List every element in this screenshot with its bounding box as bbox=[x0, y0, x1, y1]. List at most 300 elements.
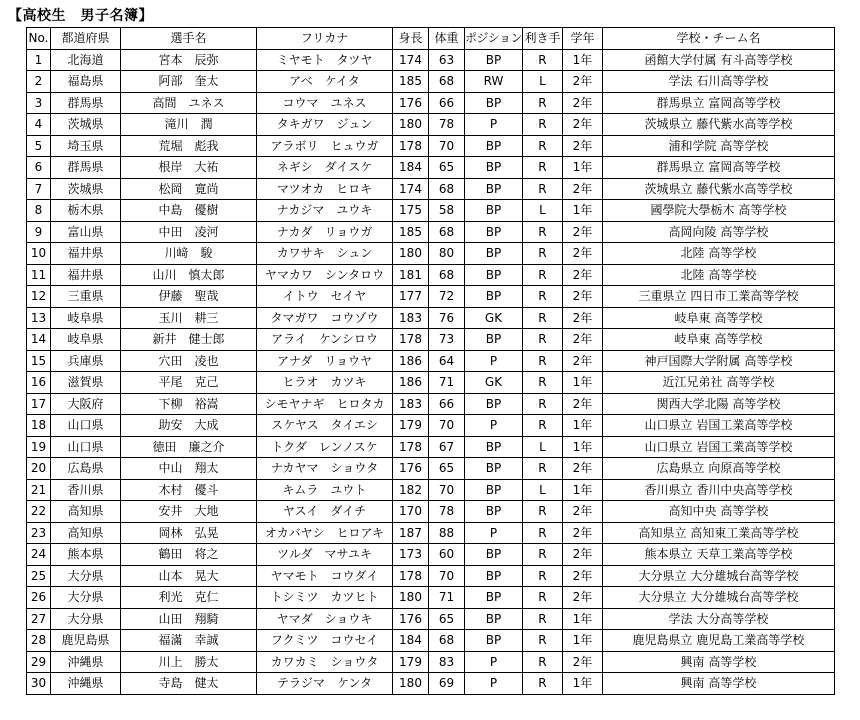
cell-prefecture: 福井県 bbox=[51, 243, 121, 265]
cell-position: BP bbox=[465, 135, 523, 157]
cell-no: 21 bbox=[27, 479, 51, 501]
table-row bbox=[27, 608, 835, 630]
cell-grade: 1年 bbox=[562, 415, 602, 437]
cell-prefecture: 兵庫県 bbox=[51, 350, 121, 372]
cell-height: 180 bbox=[393, 243, 429, 265]
cell-weight: 63 bbox=[429, 49, 465, 71]
table-row bbox=[27, 630, 835, 652]
cell-height: 179 bbox=[393, 651, 429, 673]
cell-prefecture: 山口県 bbox=[51, 415, 121, 437]
cell-weight: 60 bbox=[429, 544, 465, 566]
cell-player-name: 岡林 弘晃 bbox=[121, 522, 257, 544]
cell-grade: 2年 bbox=[562, 329, 602, 351]
cell-player-name: 新井 健士郎 bbox=[121, 329, 257, 351]
cell-furigana: ヤスイ ダイチ bbox=[257, 501, 393, 523]
cell-height: 185 bbox=[393, 71, 429, 93]
cell-no: 24 bbox=[27, 544, 51, 566]
cell-height: 180 bbox=[393, 587, 429, 609]
cell-player-name: 鶴田 将之 bbox=[121, 544, 257, 566]
cell-position: P bbox=[465, 673, 523, 695]
cell-weight: 64 bbox=[429, 350, 465, 372]
cell-furigana: カワサキ シュン bbox=[257, 243, 393, 265]
cell-height: 178 bbox=[393, 329, 429, 351]
cell-grade: 2年 bbox=[562, 264, 602, 286]
cell-no: 7 bbox=[27, 178, 51, 200]
cell-weight: 73 bbox=[429, 329, 465, 351]
cell-grade: 2年 bbox=[562, 114, 602, 136]
cell-player-name: 利光 克仁 bbox=[121, 587, 257, 609]
cell-no: 28 bbox=[27, 630, 51, 652]
cell-player-name: 木村 優斗 bbox=[121, 479, 257, 501]
table-row bbox=[27, 221, 835, 243]
cell-position: BP bbox=[465, 221, 523, 243]
cell-dominant-hand: L bbox=[522, 436, 562, 458]
cell-furigana: トクダ レンノスケ bbox=[257, 436, 393, 458]
cell-dominant-hand: R bbox=[522, 135, 562, 157]
table-body bbox=[27, 49, 835, 694]
cell-dominant-hand: R bbox=[522, 114, 562, 136]
document-title: 【高校生 男子名簿】 bbox=[8, 8, 153, 24]
cell-team-name: 大分県立 大分雄城台高等学校 bbox=[602, 587, 834, 609]
cell-furigana: シモヤナギ ヒロタカ bbox=[257, 393, 393, 415]
cell-team-name: 関西大学北陽 高等学校 bbox=[602, 393, 834, 415]
cell-no: 22 bbox=[27, 501, 51, 523]
cell-no: 6 bbox=[27, 157, 51, 179]
cell-height: 176 bbox=[393, 458, 429, 480]
cell-player-name: 中田 凌河 bbox=[121, 221, 257, 243]
cell-furigana: アライ ケンシロウ bbox=[257, 329, 393, 351]
header-team-name: 学校・チーム名 bbox=[602, 28, 834, 50]
cell-grade: 2年 bbox=[562, 501, 602, 523]
cell-height: 182 bbox=[393, 479, 429, 501]
header-player-name: 選手名 bbox=[121, 28, 257, 50]
cell-furigana: タキガワ ジュン bbox=[257, 114, 393, 136]
cell-no: 9 bbox=[27, 221, 51, 243]
cell-grade: 2年 bbox=[562, 393, 602, 415]
cell-no: 3 bbox=[27, 92, 51, 114]
cell-prefecture: 高知県 bbox=[51, 522, 121, 544]
cell-furigana: ナカヤマ ショウタ bbox=[257, 458, 393, 480]
cell-no: 5 bbox=[27, 135, 51, 157]
cell-weight: 68 bbox=[429, 630, 465, 652]
table-header bbox=[27, 28, 835, 50]
cell-dominant-hand: R bbox=[522, 372, 562, 394]
cell-no: 18 bbox=[27, 415, 51, 437]
cell-grade: 2年 bbox=[562, 221, 602, 243]
cell-grade: 1年 bbox=[562, 49, 602, 71]
cell-position: BP bbox=[465, 92, 523, 114]
cell-prefecture: 広島県 bbox=[51, 458, 121, 480]
cell-dominant-hand: R bbox=[522, 608, 562, 630]
cell-player-name: 平尾 克己 bbox=[121, 372, 257, 394]
cell-position: GK bbox=[465, 372, 523, 394]
cell-height: 185 bbox=[393, 221, 429, 243]
cell-grade: 1年 bbox=[562, 608, 602, 630]
cell-dominant-hand: R bbox=[522, 415, 562, 437]
cell-dominant-hand: L bbox=[522, 200, 562, 222]
cell-team-name: 函館大学付属 有斗高等学校 bbox=[602, 49, 834, 71]
cell-player-name: 川上 勝太 bbox=[121, 651, 257, 673]
cell-weight: 67 bbox=[429, 436, 465, 458]
cell-player-name: 助安 大成 bbox=[121, 415, 257, 437]
cell-weight: 68 bbox=[429, 178, 465, 200]
cell-prefecture: 茨城県 bbox=[51, 178, 121, 200]
cell-weight: 70 bbox=[429, 415, 465, 437]
cell-player-name: 山本 晃大 bbox=[121, 565, 257, 587]
table-row bbox=[27, 49, 835, 71]
table-row bbox=[27, 565, 835, 587]
cell-weight: 65 bbox=[429, 458, 465, 480]
cell-grade: 2年 bbox=[562, 350, 602, 372]
cell-position: BP bbox=[465, 565, 523, 587]
cell-dominant-hand: R bbox=[522, 393, 562, 415]
cell-weight: 72 bbox=[429, 286, 465, 308]
cell-player-name: 寺島 健太 bbox=[121, 673, 257, 695]
cell-team-name: 学法 大分高等学校 bbox=[602, 608, 834, 630]
cell-position: BP bbox=[465, 544, 523, 566]
cell-dominant-hand: R bbox=[522, 329, 562, 351]
cell-height: 186 bbox=[393, 350, 429, 372]
cell-position: BP bbox=[465, 49, 523, 71]
cell-grade: 2年 bbox=[562, 587, 602, 609]
cell-height: 184 bbox=[393, 630, 429, 652]
cell-grade: 1年 bbox=[562, 157, 602, 179]
table-row bbox=[27, 243, 835, 265]
cell-no: 16 bbox=[27, 372, 51, 394]
cell-dominant-hand: R bbox=[522, 243, 562, 265]
cell-position: P bbox=[465, 415, 523, 437]
cell-no: 10 bbox=[27, 243, 51, 265]
cell-prefecture: 北海道 bbox=[51, 49, 121, 71]
cell-grade: 2年 bbox=[562, 135, 602, 157]
cell-team-name: 近江兄弟社 高等学校 bbox=[602, 372, 834, 394]
table-row bbox=[27, 329, 835, 351]
cell-furigana: スケヤス タイエシ bbox=[257, 415, 393, 437]
cell-prefecture: 茨城県 bbox=[51, 114, 121, 136]
cell-weight: 71 bbox=[429, 587, 465, 609]
cell-team-name: 興南 高等学校 bbox=[602, 651, 834, 673]
cell-position: RW bbox=[465, 71, 523, 93]
cell-team-name: 広島県立 向原高等学校 bbox=[602, 458, 834, 480]
cell-prefecture: 大分県 bbox=[51, 587, 121, 609]
cell-weight: 66 bbox=[429, 92, 465, 114]
cell-weight: 66 bbox=[429, 393, 465, 415]
table-row bbox=[27, 92, 835, 114]
cell-height: 180 bbox=[393, 114, 429, 136]
cell-no: 2 bbox=[27, 71, 51, 93]
cell-team-name: 高岡向陵 高等学校 bbox=[602, 221, 834, 243]
cell-prefecture: 高知県 bbox=[51, 501, 121, 523]
cell-player-name: 高間 ユネス bbox=[121, 92, 257, 114]
cell-no: 1 bbox=[27, 49, 51, 71]
cell-player-name: 荒堀 彪我 bbox=[121, 135, 257, 157]
header-grade: 学年 bbox=[562, 28, 602, 50]
cell-dominant-hand: R bbox=[522, 673, 562, 695]
cell-grade: 2年 bbox=[562, 178, 602, 200]
cell-no: 4 bbox=[27, 114, 51, 136]
cell-furigana: テラジマ ケンタ bbox=[257, 673, 393, 695]
cell-grade: 1年 bbox=[562, 372, 602, 394]
cell-furigana: カワカミ ショウタ bbox=[257, 651, 393, 673]
cell-prefecture: 埼玉県 bbox=[51, 135, 121, 157]
cell-dominant-hand: R bbox=[522, 286, 562, 308]
cell-height: 174 bbox=[393, 178, 429, 200]
cell-weight: 58 bbox=[429, 200, 465, 222]
cell-team-name: 群馬県立 富岡高等学校 bbox=[602, 157, 834, 179]
cell-height: 180 bbox=[393, 673, 429, 695]
cell-furigana: ヤマモト コウダイ bbox=[257, 565, 393, 587]
cell-weight: 68 bbox=[429, 264, 465, 286]
cell-prefecture: 富山県 bbox=[51, 221, 121, 243]
cell-dominant-hand: R bbox=[522, 307, 562, 329]
table-row bbox=[27, 673, 835, 695]
cell-no: 19 bbox=[27, 436, 51, 458]
cell-furigana: オカバヤシ ヒロアキ bbox=[257, 522, 393, 544]
cell-position: BP bbox=[465, 200, 523, 222]
cell-weight: 68 bbox=[429, 71, 465, 93]
table-row bbox=[27, 479, 835, 501]
table-row bbox=[27, 286, 835, 308]
cell-grade: 2年 bbox=[562, 92, 602, 114]
cell-team-name: 茨城県立 藤代紫水高等学校 bbox=[602, 114, 834, 136]
cell-grade: 2年 bbox=[562, 243, 602, 265]
cell-furigana: ヤマカワ シンタロウ bbox=[257, 264, 393, 286]
cell-weight: 78 bbox=[429, 114, 465, 136]
cell-player-name: 徳田 廉之介 bbox=[121, 436, 257, 458]
cell-player-name: 根岸 大祐 bbox=[121, 157, 257, 179]
cell-grade: 2年 bbox=[562, 71, 602, 93]
cell-weight: 71 bbox=[429, 372, 465, 394]
cell-no: 11 bbox=[27, 264, 51, 286]
cell-furigana: アラボリ ヒュウガ bbox=[257, 135, 393, 157]
table-row bbox=[27, 458, 835, 480]
cell-dominant-hand: R bbox=[522, 544, 562, 566]
cell-player-name: 安井 大地 bbox=[121, 501, 257, 523]
header-dominant-hand: 利き手 bbox=[522, 28, 562, 50]
cell-prefecture: 三重県 bbox=[51, 286, 121, 308]
cell-position: P bbox=[465, 651, 523, 673]
cell-player-name: 下柳 裕嵩 bbox=[121, 393, 257, 415]
cell-prefecture: 大分県 bbox=[51, 565, 121, 587]
cell-height: 174 bbox=[393, 49, 429, 71]
cell-dominant-hand: R bbox=[522, 458, 562, 480]
cell-no: 20 bbox=[27, 458, 51, 480]
cell-no: 25 bbox=[27, 565, 51, 587]
header-row bbox=[27, 28, 835, 50]
cell-dominant-hand: R bbox=[522, 501, 562, 523]
cell-team-name: 山口県立 岩国工業高等学校 bbox=[602, 436, 834, 458]
table-row bbox=[27, 157, 835, 179]
cell-furigana: ナカジマ ユウキ bbox=[257, 200, 393, 222]
cell-weight: 76 bbox=[429, 307, 465, 329]
cell-team-name: 北陸 高等学校 bbox=[602, 264, 834, 286]
cell-prefecture: 沖縄県 bbox=[51, 673, 121, 695]
cell-height: 181 bbox=[393, 264, 429, 286]
cell-player-name: 松岡 寛尚 bbox=[121, 178, 257, 200]
cell-dominant-hand: L bbox=[522, 479, 562, 501]
cell-prefecture: 鹿児島県 bbox=[51, 630, 121, 652]
cell-dominant-hand: R bbox=[522, 350, 562, 372]
cell-position: BP bbox=[465, 264, 523, 286]
table-row bbox=[27, 372, 835, 394]
cell-height: 183 bbox=[393, 307, 429, 329]
cell-height: 176 bbox=[393, 92, 429, 114]
cell-grade: 2年 bbox=[562, 307, 602, 329]
table-row bbox=[27, 393, 835, 415]
cell-height: 175 bbox=[393, 200, 429, 222]
cell-dominant-hand: R bbox=[522, 49, 562, 71]
cell-position: BP bbox=[465, 329, 523, 351]
cell-grade: 1年 bbox=[562, 436, 602, 458]
cell-furigana: イトウ セイヤ bbox=[257, 286, 393, 308]
cell-dominant-hand: R bbox=[522, 565, 562, 587]
cell-dominant-hand: R bbox=[522, 651, 562, 673]
cell-player-name: 伊藤 聖哉 bbox=[121, 286, 257, 308]
cell-dominant-hand: R bbox=[522, 157, 562, 179]
cell-team-name: 群馬県立 富岡高等学校 bbox=[602, 92, 834, 114]
cell-dominant-hand: R bbox=[522, 221, 562, 243]
cell-position: BP bbox=[465, 157, 523, 179]
cell-furigana: タマガワ コウゾウ bbox=[257, 307, 393, 329]
cell-team-name: 高知県立 高知東工業高等学校 bbox=[602, 522, 834, 544]
cell-weight: 78 bbox=[429, 501, 465, 523]
cell-furigana: アナダ リョウヤ bbox=[257, 350, 393, 372]
cell-team-name: 國學院大學栃木 高等学校 bbox=[602, 200, 834, 222]
cell-furigana: マツオカ ヒロキ bbox=[257, 178, 393, 200]
cell-position: P bbox=[465, 350, 523, 372]
cell-team-name: 神戸国際大学附属 高等学校 bbox=[602, 350, 834, 372]
cell-team-name: 岐阜東 高等学校 bbox=[602, 307, 834, 329]
header-height: 身長 bbox=[393, 28, 429, 50]
cell-position: BP bbox=[465, 587, 523, 609]
cell-weight: 83 bbox=[429, 651, 465, 673]
cell-team-name: 山口県立 岩国工業高等学校 bbox=[602, 415, 834, 437]
cell-furigana: ヤマダ ショウキ bbox=[257, 608, 393, 630]
cell-grade: 1年 bbox=[562, 673, 602, 695]
cell-height: 177 bbox=[393, 286, 429, 308]
cell-grade: 2年 bbox=[562, 458, 602, 480]
cell-position: BP bbox=[465, 479, 523, 501]
cell-position: BP bbox=[465, 501, 523, 523]
cell-position: BP bbox=[465, 178, 523, 200]
table-row bbox=[27, 135, 835, 157]
cell-weight: 70 bbox=[429, 479, 465, 501]
cell-dominant-hand: R bbox=[522, 178, 562, 200]
cell-team-name: 北陸 高等学校 bbox=[602, 243, 834, 265]
cell-weight: 65 bbox=[429, 608, 465, 630]
header-no: No. bbox=[27, 28, 51, 50]
cell-weight: 69 bbox=[429, 673, 465, 695]
cell-height: 186 bbox=[393, 372, 429, 394]
cell-player-name: 川﨑 駿 bbox=[121, 243, 257, 265]
cell-height: 178 bbox=[393, 135, 429, 157]
cell-dominant-hand: R bbox=[522, 264, 562, 286]
table-row bbox=[27, 307, 835, 329]
cell-grade: 1年 bbox=[562, 479, 602, 501]
cell-team-name: 茨城県立 藤代紫水高等学校 bbox=[602, 178, 834, 200]
cell-no: 8 bbox=[27, 200, 51, 222]
roster-table bbox=[26, 27, 835, 695]
cell-grade: 2年 bbox=[562, 565, 602, 587]
cell-height: 184 bbox=[393, 157, 429, 179]
table-row bbox=[27, 544, 835, 566]
cell-team-name: 浦和学院 高等学校 bbox=[602, 135, 834, 157]
table-row bbox=[27, 200, 835, 222]
cell-prefecture: 滋賀県 bbox=[51, 372, 121, 394]
cell-height: 170 bbox=[393, 501, 429, 523]
cell-position: BP bbox=[465, 458, 523, 480]
cell-grade: 2年 bbox=[562, 651, 602, 673]
cell-furigana: コウマ ユネス bbox=[257, 92, 393, 114]
cell-weight: 80 bbox=[429, 243, 465, 265]
cell-player-name: 滝川 潤 bbox=[121, 114, 257, 136]
cell-team-name: 熊本県立 天草工業高等学校 bbox=[602, 544, 834, 566]
cell-team-name: 三重県立 四日市工業高等学校 bbox=[602, 286, 834, 308]
cell-dominant-hand: R bbox=[522, 92, 562, 114]
cell-grade: 1年 bbox=[562, 630, 602, 652]
cell-dominant-hand: R bbox=[522, 522, 562, 544]
table-row bbox=[27, 522, 835, 544]
cell-position: BP bbox=[465, 243, 523, 265]
cell-no: 27 bbox=[27, 608, 51, 630]
cell-player-name: 穴田 凌也 bbox=[121, 350, 257, 372]
cell-position: P bbox=[465, 114, 523, 136]
cell-prefecture: 大阪府 bbox=[51, 393, 121, 415]
cell-furigana: ヒラオ カツキ bbox=[257, 372, 393, 394]
cell-prefecture: 岐阜県 bbox=[51, 307, 121, 329]
cell-prefecture: 香川県 bbox=[51, 479, 121, 501]
cell-no: 14 bbox=[27, 329, 51, 351]
cell-player-name: 阿部 奎太 bbox=[121, 71, 257, 93]
cell-player-name: 玉川 耕三 bbox=[121, 307, 257, 329]
cell-dominant-hand: R bbox=[522, 587, 562, 609]
cell-prefecture: 大分県 bbox=[51, 608, 121, 630]
cell-no: 12 bbox=[27, 286, 51, 308]
cell-height: 179 bbox=[393, 415, 429, 437]
cell-player-name: 山川 慎太郎 bbox=[121, 264, 257, 286]
cell-dominant-hand: L bbox=[522, 71, 562, 93]
cell-position: BP bbox=[465, 630, 523, 652]
cell-no: 13 bbox=[27, 307, 51, 329]
cell-grade: 2年 bbox=[562, 544, 602, 566]
cell-position: P bbox=[465, 522, 523, 544]
cell-no: 15 bbox=[27, 350, 51, 372]
cell-team-name: 学法 石川高等学校 bbox=[602, 71, 834, 93]
cell-no: 26 bbox=[27, 587, 51, 609]
cell-prefecture: 山口県 bbox=[51, 436, 121, 458]
header-weight: 体重 bbox=[429, 28, 465, 50]
cell-player-name: 山田 翔騎 bbox=[121, 608, 257, 630]
cell-weight: 65 bbox=[429, 157, 465, 179]
cell-height: 187 bbox=[393, 522, 429, 544]
cell-team-name: 岐阜東 高等学校 bbox=[602, 329, 834, 351]
cell-grade: 2年 bbox=[562, 522, 602, 544]
cell-grade: 1年 bbox=[562, 200, 602, 222]
cell-no: 17 bbox=[27, 393, 51, 415]
cell-team-name: 香川県立 香川中央高等学校 bbox=[602, 479, 834, 501]
cell-prefecture: 群馬県 bbox=[51, 157, 121, 179]
cell-prefecture: 栃木県 bbox=[51, 200, 121, 222]
cell-furigana: ミヤモト タツヤ bbox=[257, 49, 393, 71]
cell-weight: 68 bbox=[429, 221, 465, 243]
cell-furigana: フクミツ コウセイ bbox=[257, 630, 393, 652]
cell-player-name: 福滿 幸誠 bbox=[121, 630, 257, 652]
table-row bbox=[27, 350, 835, 372]
cell-no: 29 bbox=[27, 651, 51, 673]
cell-position: BP bbox=[465, 286, 523, 308]
cell-furigana: ナカダ リョウガ bbox=[257, 221, 393, 243]
cell-weight: 88 bbox=[429, 522, 465, 544]
